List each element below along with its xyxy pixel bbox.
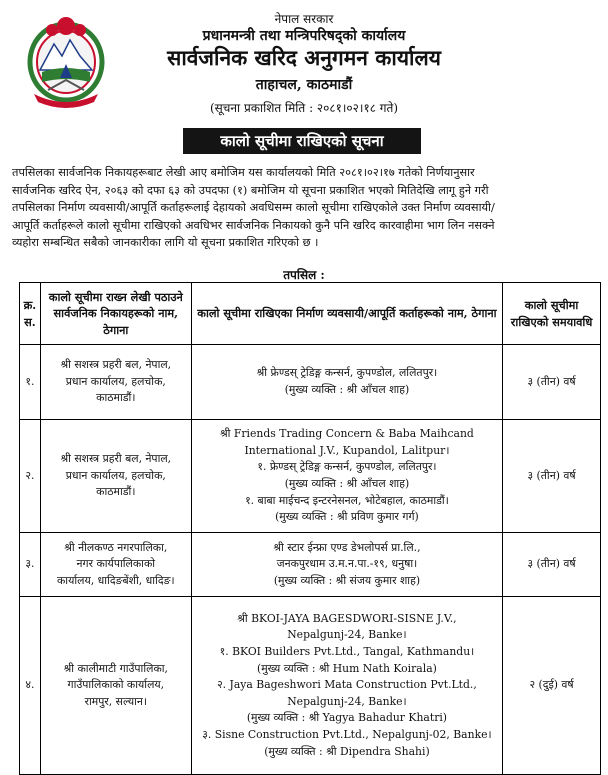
cell-firm: श्री स्टार ईन्फ्रा एण्ड डेभलोपर्स प्रा.लि., जनकपुरधाम उ.म.न.पा.-१९, धनुषा। (मुख्य व्यक्ति : श्री संजय कुमार शाह) (191, 533, 502, 597)
table-header-row (20, 283, 601, 345)
table-row (20, 420, 601, 533)
cell-sn: १. (20, 345, 41, 420)
cell-duration: ३ (तीन) वर्ष (503, 533, 601, 597)
intro-line: तपसिलका निर्माण व्यवसायी/आपूर्ति कर्ताहरूलाई देहायको अवधिसम्म कालो सूचीमा राखिएकोले उक्त निर्माण व्यवसायी/ (12, 201, 495, 215)
intro-line: तपसिलका सार्वजनिक निकायहरूबाट लेखी आए बमोजिम यस कार्यालयको मिति २०८१।०२।१७ गतेको निर्णयानुसार (12, 166, 475, 179)
header-entity: कालो सूचीमा राख्न लेखी पठाउने सार्वजनिक निकायहरूको नाम, ठेगाना (40, 283, 191, 345)
office-address: ताहाचल, काठमाडौं (255, 77, 353, 93)
cell-sn: ४. (20, 597, 41, 775)
cell-entity: श्री सशस्त्र प्रहरी बल, नेपाल, प्रधान कार्यालय, हलचोक, काठमाडौं। (40, 345, 191, 420)
intro-line: सार्वजनिक खरिद ऐन, २०६३ को दफा ६३ को उपदफा (१) बमोजिम यो सूचना प्रकाशित भएको मितिदेखि लागू हुने गरी (12, 183, 489, 197)
ppmo-title: सार्वजनिक खरिद अनुगमन कार्यालय (167, 45, 441, 70)
notice-banner: कालो सूचीमा राखिएको सूचना (183, 128, 421, 154)
cell-sn: ३. (20, 533, 41, 597)
schedule-label: तपसिल : (283, 268, 325, 282)
cell-sn: २. (20, 420, 41, 533)
blacklist-table (19, 282, 601, 775)
cell-entity: श्री कालीमाटी गाउँपालिका, गाउँपालिकाको कार्यालय, रामपुर, सल्यान। (40, 597, 191, 775)
government-name: नेपाल सरकार (274, 12, 334, 26)
table-row (20, 345, 601, 420)
intro-line: आपूर्ति कर्ताहरूले कालो सूचीमा राखिएको अवधिभर सार्वजनिक निकायको कुनै पनि खरिद कारवाहीमा भाग लिन नसक्ने (12, 218, 495, 232)
cell-firm: श्री फ्रेण्डस् ट्रेडिङ्ग कन्सर्न, कुपण्डोल, ललितपुर। (मुख्य व्यक्ति : श्री आँचल शाह) (191, 345, 502, 420)
cell-duration: ३ (तीन) वर्ष (503, 345, 601, 420)
publish-date: (सूचना प्रकाशित मिति : २०८१।०२।१८ गते) (209, 101, 399, 115)
header-sn: क्र. स. (20, 283, 41, 345)
table-row (20, 597, 601, 775)
header-duration: कालो सूचीमा राखिएको समयावधि (503, 283, 601, 345)
cell-duration: ३ (तीन) वर्ष (503, 420, 601, 533)
intro-paragraph (12, 164, 597, 252)
table-row (20, 533, 601, 597)
cell-duration: २ (दुई) वर्ष (503, 597, 601, 775)
office-name: प्रधानमन्त्री तथा मन्त्रिपरिषद्को कार्यालय (202, 28, 406, 44)
cell-entity: श्री सशस्त्र प्रहरी बल, नेपाल, प्रधान कार्यालय, हलचोक, काठमाडौं। (40, 420, 191, 533)
intro-line: व्यहोरा सम्बन्धित सबैको जानकारीका लागि यो सूचना प्रकाशित गरिएको छ । (12, 236, 319, 250)
cell-firm: श्री Friends Trading Concern & Baba Maihcand International J.V., Kupandol, Lalitpur। १. फ्रेण्डस् ट्रेडिङ्ग कन्सर्न, कुपण्डोल, ललितपुर। (मुख्य व्यक्ति : श्री आँचल शाह) १. बाबा माईचन्द इन्टरनेसनल, भोटेबहाल, काठमाडौं। (मुख्य व्यक्ति : श्री प्रविण कुमार गर्ग) (191, 420, 502, 533)
cell-entity: श्री नीलकण्ठ नगरपालिका, नगर कार्यपालिकाको कार्यालय, धादिङबेंशी, धादिङ। (40, 533, 191, 597)
cell-firm: श्री BKOI-JAYA BAGESDWORI-SISNE J.V., Nepalgunj-24, Banke। १. BKOI Builders Pvt.Ltd., Tangal, Kathmandu। (मुख्य व्यक्ति : श्री Hum Nath Koirala) २. Jaya Bageshwori Mata Construction Pvt.Ltd., Nepalgunj-24, Banke। (मुख्य व्यक्ति : श्री Yagya Bahadur Khatri) ३. Sisne Construction Pvt.Ltd., Nepalgunj-02, Banke। (मुख्य व्यक्ति : श्री Dipendra Shahi) (191, 597, 502, 775)
header-firm: कालो सूचीमा राखिएका निर्माण व्यवसायी/आपूर्ति कर्ताहरूको नाम, ठेगाना (191, 283, 502, 345)
